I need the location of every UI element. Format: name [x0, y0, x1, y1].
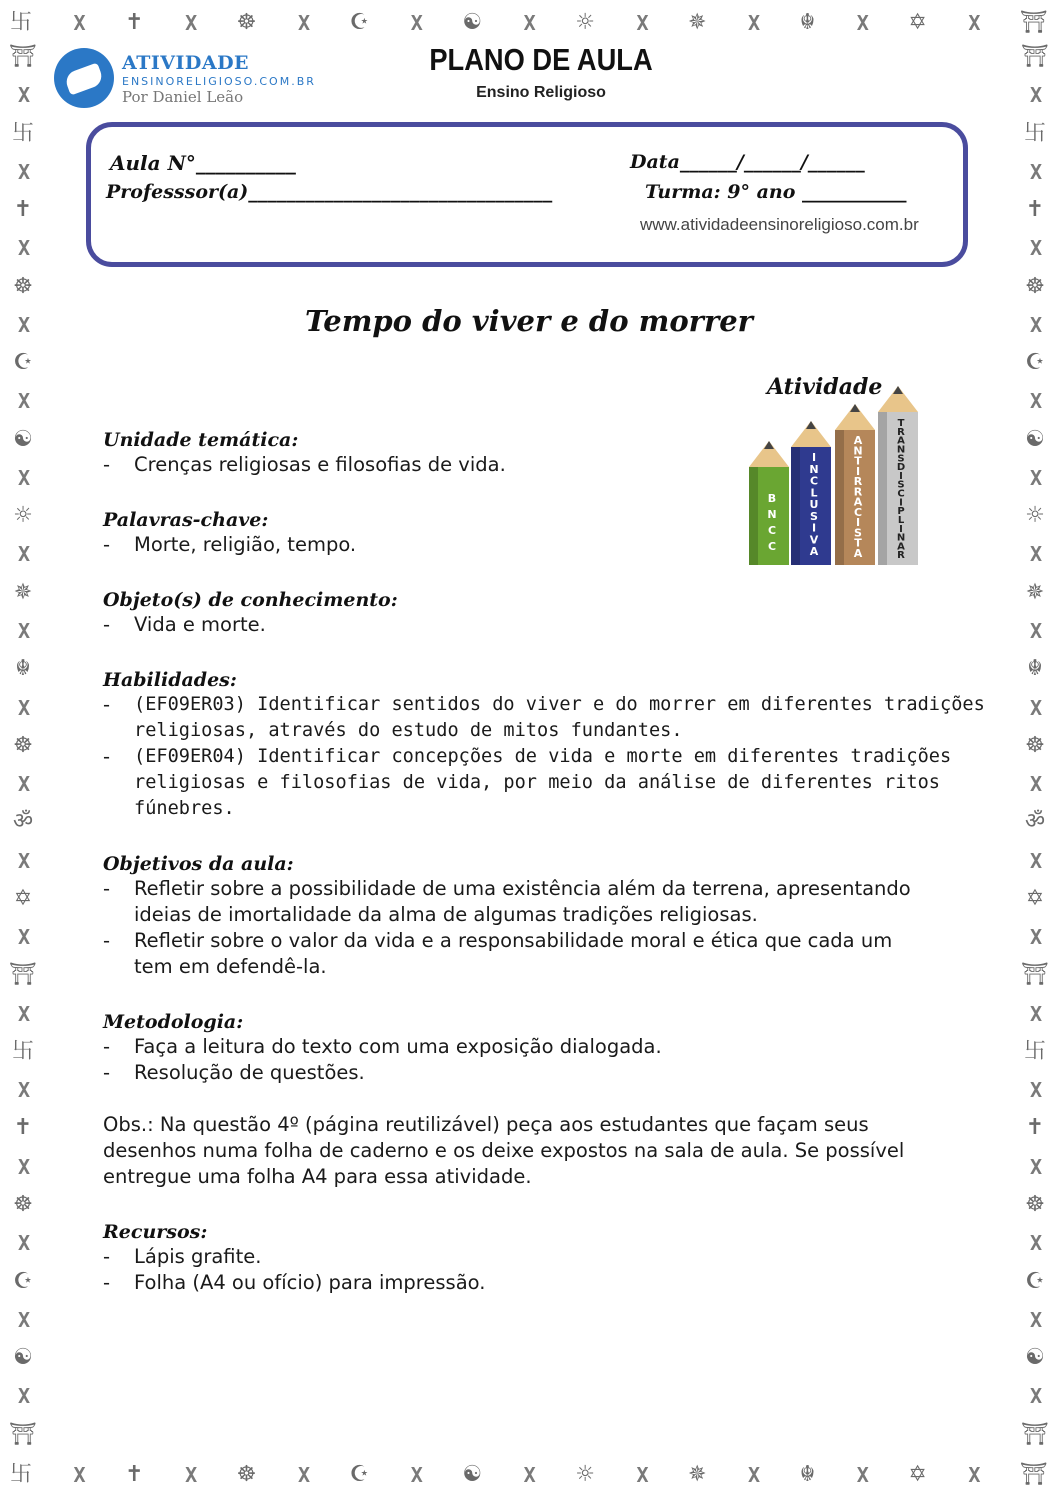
- observation-note: Obs.: Na questão 4º (página reutilizável) peça aos estudantes que façam seus desenhos numa folha de caderno e os deixe expostos na sala de aula. Se possível entregue uma folha A4 para essa atividade.: [103, 1113, 905, 1188]
- border-zigzag-icon: X: [1029, 848, 1041, 873]
- border-symbol-icon: ✵: [688, 10, 707, 35]
- border-symbol-icon: ☸: [236, 1461, 257, 1487]
- border-zigzag-icon: X: [17, 312, 29, 337]
- border-symbol-icon: ☬: [1027, 656, 1043, 682]
- border-zigzag-icon: X: [1029, 1001, 1041, 1026]
- logo-subtitle: ENSINORELIGIOSO.COM.BR: [122, 75, 316, 88]
- lesson-content: [103, 428, 1003, 1296]
- border-zigzag-icon: X: [17, 542, 29, 567]
- border-symbol-icon: ✝: [1025, 197, 1045, 223]
- border-zigzag-icon: X: [1029, 1384, 1041, 1409]
- border-zigzag-icon: X: [968, 11, 979, 35]
- border-zigzag-icon: X: [523, 11, 534, 35]
- border-symbol-icon: ☯: [462, 1461, 483, 1487]
- border-zigzag-icon: X: [1029, 312, 1041, 337]
- decorative-border-bottom: [0, 1452, 1058, 1497]
- decorative-border-left: [0, 40, 46, 1452]
- section-objeto: [103, 588, 1003, 638]
- border-zigzag-icon: X: [17, 1384, 29, 1409]
- section-heading: Habilidades:: [103, 669, 237, 691]
- border-zigzag-icon: X: [1029, 389, 1041, 414]
- border-zigzag-icon: X: [523, 1462, 534, 1487]
- border-zigzag-icon: X: [185, 11, 196, 35]
- section-metodologia: [103, 1010, 1003, 1086]
- border-zigzag-icon: X: [17, 1307, 29, 1332]
- border-zigzag-icon: X: [17, 1231, 29, 1256]
- section-heading: Palavras-chave:: [103, 509, 269, 531]
- border-zigzag-icon: X: [185, 1462, 196, 1487]
- border-symbol-icon: ☬: [15, 656, 31, 682]
- border-symbol-icon: ✵: [13, 579, 33, 605]
- border-zigzag-icon: X: [17, 848, 29, 873]
- professor-field[interactable]: Professsor(a)________________________________: [106, 181, 553, 203]
- list-item: - Vida e morte.: [103, 613, 266, 636]
- pencil-label: A N T I R R A C I S T A: [853, 434, 863, 560]
- border-symbol-icon: ☬: [799, 1461, 816, 1487]
- decorative-border-right: [1012, 40, 1058, 1452]
- border-zigzag-icon: X: [410, 11, 421, 35]
- border-symbol-icon: ✝: [13, 1115, 33, 1141]
- border-symbol-icon: ☸: [13, 1191, 33, 1217]
- border-symbol-icon: ☬: [799, 10, 816, 35]
- border-symbol-icon: ☯: [13, 1345, 33, 1371]
- border-symbol-icon: ☪: [13, 350, 33, 376]
- border-zigzag-icon: X: [1029, 159, 1041, 184]
- section-palavras: [103, 508, 1003, 558]
- border-symbol-icon: ☼: [575, 10, 595, 35]
- border-symbol-icon: 卐: [1023, 120, 1046, 146]
- page-title: PLANO DE AULA: [429, 42, 653, 77]
- section-heading: Objetivos da aula:: [103, 853, 294, 875]
- date-field[interactable]: Data______/______/______: [630, 151, 865, 173]
- border-zigzag-icon: X: [17, 925, 29, 950]
- border-symbol-icon: ☪: [1025, 350, 1045, 376]
- border-symbol-icon: 卐: [1023, 1038, 1046, 1064]
- border-symbol-icon: ☸: [1025, 732, 1045, 758]
- list-item: - Resolução de questões.: [103, 1061, 365, 1084]
- class-field[interactable]: Turma: 9° ano ___________: [645, 181, 907, 203]
- section-objetivos: [103, 852, 1003, 980]
- border-zigzag-icon: X: [1029, 542, 1041, 567]
- border-symbol-icon: ☪: [349, 10, 370, 35]
- border-zigzag-icon: X: [17, 159, 29, 184]
- border-symbol-icon: ✡: [1025, 885, 1045, 911]
- border-zigzag-icon: X: [748, 11, 759, 35]
- section-heading: Objeto(s) de conhecimento:: [103, 589, 398, 611]
- border-symbol-icon: ✝: [13, 197, 33, 223]
- border-zigzag-icon: X: [636, 11, 647, 35]
- border-zigzag-icon: X: [1029, 465, 1041, 490]
- list-item: - (EF09ER04) Identificar concepções de vida e morte em diferentes tradições religiosas e filosofias de vida, por meio da análise de diferentes ritos fúnebres.: [103, 745, 952, 819]
- border-zigzag-icon: X: [73, 1462, 84, 1487]
- border-symbol-icon: ☸: [13, 273, 33, 299]
- decorative-border-top: [0, 0, 1058, 46]
- border-zigzag-icon: X: [1029, 1231, 1041, 1256]
- border-symbol-icon: 卐: [10, 1461, 33, 1487]
- border-symbol-icon: ⛩: [9, 1421, 37, 1447]
- border-symbol-icon: ॐ: [1024, 809, 1046, 835]
- border-symbol-icon: ✝: [125, 10, 144, 35]
- border-symbol-icon: ⛩: [1021, 1421, 1049, 1447]
- pencil-lead: [893, 386, 903, 394]
- border-symbol-icon: ☯: [13, 426, 33, 452]
- border-zigzag-icon: X: [17, 1154, 29, 1179]
- border-symbol-icon: ✡: [908, 10, 927, 35]
- border-symbol-icon: ☸: [1025, 273, 1045, 299]
- border-zigzag-icon: X: [17, 83, 29, 108]
- border-symbol-icon: ☯: [1025, 426, 1045, 452]
- border-symbol-icon: ✝: [1025, 1115, 1045, 1141]
- border-symbol-icon: ॐ: [12, 809, 34, 835]
- border-symbol-icon: ☼: [13, 503, 33, 529]
- border-zigzag-icon: X: [1029, 772, 1041, 797]
- list-item: - Morte, religião, tempo.: [103, 533, 357, 556]
- list-item: - (EF09ER03) Identificar sentidos do viver e do morrer em diferentes tradições religiosas, através do estudo de mitos fundantes.: [103, 693, 985, 741]
- list-item: - Refletir sobre o valor da vida e a responsabilidade moral e ética que cada um tem em defendê-la.: [103, 929, 893, 978]
- border-zigzag-icon: X: [1029, 1307, 1041, 1332]
- border-symbol-icon: ☼: [575, 1461, 595, 1487]
- border-zigzag-icon: X: [17, 1001, 29, 1026]
- border-zigzag-icon: X: [297, 1462, 308, 1487]
- border-zigzag-icon: X: [17, 772, 29, 797]
- border-symbol-icon: ☪: [349, 1461, 370, 1487]
- border-zigzag-icon: X: [410, 1462, 421, 1487]
- border-zigzag-icon: X: [1029, 925, 1041, 950]
- section-recursos: [103, 1220, 1003, 1296]
- border-symbol-icon: ✵: [688, 1461, 707, 1487]
- border-symbol-icon: 卐: [10, 10, 33, 35]
- border-zigzag-icon: X: [1029, 1154, 1041, 1179]
- list-item: - Refletir sobre a possibilidade de uma existência além da terrena, apresentando ideias de imortalidade da alma de algumas tradições religiosas.: [103, 877, 911, 926]
- logo-title: ATIVIDADE: [122, 52, 250, 74]
- border-symbol-icon: ⛩: [9, 44, 37, 69]
- border-zigzag-icon: X: [856, 11, 867, 35]
- list-item: - Lápis grafite.: [103, 1245, 262, 1268]
- border-zigzag-icon: X: [17, 236, 29, 261]
- border-symbol-icon: ☸: [13, 732, 33, 758]
- pencil-label: T R A N S D I S C I P L I N A R: [896, 418, 906, 562]
- border-symbol-icon: ✵: [1025, 579, 1045, 605]
- border-symbol-icon: ☼: [1025, 503, 1045, 529]
- list-item: - Faça a leitura do texto com uma exposição dialogada.: [103, 1035, 662, 1058]
- aula-number-field[interactable]: Aula N°__________: [110, 151, 296, 175]
- border-symbol-icon: ⛩: [1019, 1461, 1048, 1487]
- border-symbol-icon: ☪: [1025, 1268, 1045, 1294]
- border-zigzag-icon: X: [17, 618, 29, 643]
- border-zigzag-icon: X: [1029, 618, 1041, 643]
- border-symbol-icon: ✝: [125, 1461, 144, 1487]
- border-symbol-icon: ⛩: [9, 962, 37, 988]
- border-symbol-icon: 卐: [11, 120, 34, 146]
- section-habilidades: [103, 668, 1003, 822]
- website-link[interactable]: www.atividadeensinoreligioso.com.br: [640, 215, 919, 234]
- border-zigzag-icon: X: [17, 1078, 29, 1103]
- pencil-label: I N C L U S I V A: [809, 451, 819, 559]
- border-zigzag-icon: X: [968, 1462, 979, 1487]
- border-zigzag-icon: X: [73, 11, 84, 35]
- border-symbol-icon: ☯: [462, 10, 483, 35]
- border-zigzag-icon: X: [297, 11, 308, 35]
- border-symbol-icon: ✡: [908, 1461, 927, 1487]
- section-heading: Recursos:: [103, 1221, 208, 1243]
- border-zigzag-icon: X: [1029, 236, 1041, 261]
- border-zigzag-icon: X: [17, 695, 29, 720]
- pencils-title: Atividade: [767, 374, 883, 400]
- border-zigzag-icon: X: [1029, 1078, 1041, 1103]
- border-symbol-icon: ⛩: [1021, 44, 1049, 69]
- section-heading: Metodologia:: [103, 1011, 244, 1033]
- page-subtitle: Ensino Religioso: [476, 84, 606, 101]
- list-item: - Folha (A4 ou ofício) para impressão.: [103, 1271, 486, 1294]
- border-zigzag-icon: X: [1029, 695, 1041, 720]
- lesson-title: Tempo do viver e do morrer: [305, 304, 753, 338]
- section-heading: Unidade temática:: [103, 429, 299, 451]
- section-unidade: [103, 428, 1003, 478]
- pencil-lead: [850, 404, 860, 412]
- border-symbol-icon: 卐: [11, 1038, 34, 1064]
- border-zigzag-icon: X: [17, 389, 29, 414]
- border-symbol-icon: ⛩: [1021, 962, 1049, 988]
- border-symbol-icon: ☸: [236, 10, 257, 35]
- pencil-label: B N C C: [767, 492, 777, 553]
- border-zigzag-icon: X: [1029, 83, 1041, 108]
- border-symbol-icon: ✡: [13, 885, 33, 911]
- border-zigzag-icon: X: [636, 1462, 647, 1487]
- border-zigzag-icon: X: [17, 465, 29, 490]
- border-zigzag-icon: X: [748, 1462, 759, 1487]
- list-item: - Crenças religiosas e filosofias de vida.: [103, 453, 506, 476]
- border-symbol-icon: ☸: [1025, 1191, 1045, 1217]
- logo-author: Por Daniel Leão: [122, 88, 244, 106]
- border-symbol-icon: ☯: [1025, 1345, 1045, 1371]
- border-symbol-icon: ☪: [13, 1268, 33, 1294]
- border-symbol-icon: ⛩: [1019, 10, 1048, 35]
- border-zigzag-icon: X: [856, 1462, 867, 1487]
